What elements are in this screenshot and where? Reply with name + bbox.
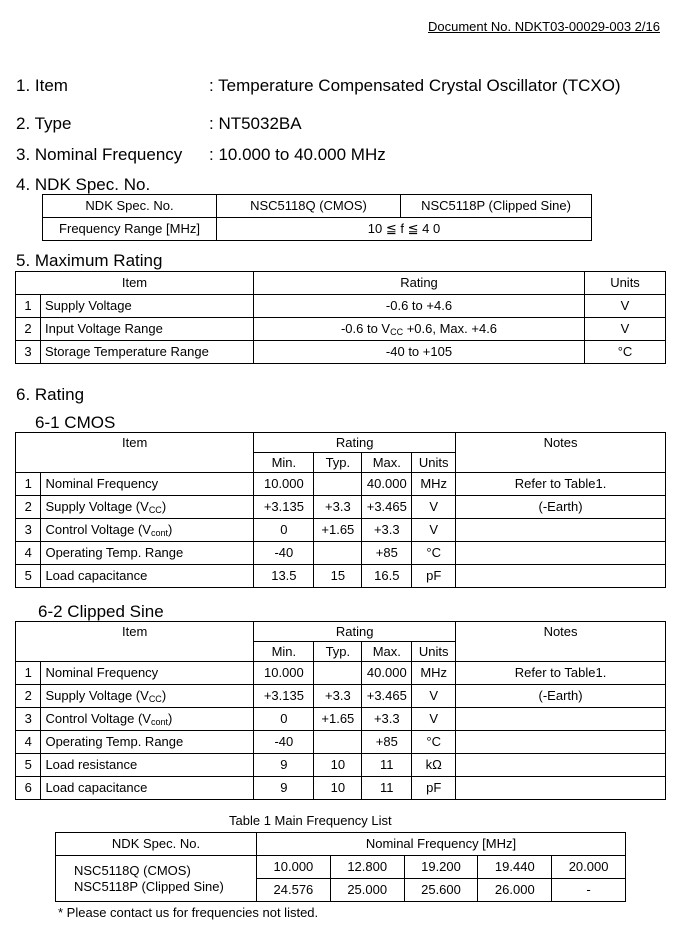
cmos-rating-table: [15, 432, 666, 588]
row-max: +3.3: [362, 708, 412, 731]
type-label: 2. Type: [16, 114, 72, 133]
row-item: Input Voltage Range: [41, 318, 254, 341]
row-notes: Refer to Table1.: [456, 473, 666, 496]
ndk-header-clipped: NSC5118P (Clipped Sine): [401, 195, 592, 218]
table-row: [16, 473, 666, 496]
table-row: [16, 341, 666, 364]
footnote: * Please contact us for frequencies not listed.: [58, 905, 319, 920]
row-min: +3.135: [254, 496, 314, 519]
row-max: +3.465: [362, 496, 412, 519]
row-item: Control Voltage $(V_{cont})$: [41, 708, 254, 731]
table-row: [16, 754, 666, 777]
row-rating: -0.6 to +4.6: [254, 295, 585, 318]
row-notes: (-Earth): [456, 496, 666, 519]
cmos-header-rating: Rating: [254, 433, 456, 453]
row-units: °C: [412, 731, 456, 754]
row-notes: (-Earth): [456, 685, 666, 708]
row-notes: [456, 708, 666, 731]
nominal-frequency-value: : 10.000 to 40.000 MHz: [209, 145, 386, 164]
row-notes: [456, 777, 666, 800]
table-row: [16, 777, 666, 800]
ndk-header-cmos: NSC5118Q (CMOS): [217, 195, 401, 218]
row-item: Nominal Frequency: [41, 473, 254, 496]
row-notes: Refer to Table1.: [456, 662, 666, 685]
table-row: [16, 295, 666, 318]
rating-label: 6. Rating: [16, 385, 85, 404]
row-typ: [314, 731, 362, 754]
row-max: +85: [362, 731, 412, 754]
clipped-header-item: Item: [16, 622, 254, 642]
row-number: 4: [16, 731, 41, 754]
freq-cell: 12.800: [330, 856, 404, 879]
nominal-frequency-label: 3. Nominal Frequency: [16, 145, 183, 164]
row-units: V: [412, 708, 456, 731]
maximum-rating-table: [15, 271, 666, 364]
cmos-label: 6-1 CMOS: [35, 413, 116, 432]
row-typ: +1.65: [314, 708, 362, 731]
table-row: [16, 519, 666, 542]
table-row: [16, 542, 666, 565]
header-max: Max.: [362, 453, 412, 473]
row-typ: +3.3: [314, 496, 362, 519]
row-units: MHz: [412, 662, 456, 685]
row-units: pF: [412, 565, 456, 588]
table-row: [16, 318, 666, 341]
row-typ: [314, 662, 362, 685]
row-typ: 10: [314, 777, 362, 800]
row-max: +85: [362, 542, 412, 565]
item-value: : Temperature Compensated Crystal Oscillator (TCXO): [209, 76, 621, 95]
row-item: Control Voltage $(V_{cont})$: [41, 519, 254, 542]
row-item: Storage Temperature Range: [41, 341, 254, 364]
freq-cell: 10.000: [257, 856, 331, 879]
row-max: 40.000: [362, 662, 412, 685]
row-number: 5: [16, 565, 41, 588]
row-notes: [456, 519, 666, 542]
cmos-header-item: Item: [16, 433, 254, 453]
row-min: 10.000: [254, 473, 314, 496]
clipped-sine-rating-table: [15, 621, 666, 800]
row-item: Load capacitance: [41, 565, 254, 588]
row-max: 16.5: [362, 565, 412, 588]
row-number: 2: [16, 685, 41, 708]
row-item: Supply Voltage: [41, 295, 254, 318]
row-number: 5: [16, 754, 41, 777]
row-notes: [456, 731, 666, 754]
row-units: V: [585, 318, 666, 341]
clipped-header-notes: Notes: [456, 622, 666, 642]
ndk-spec-table: [42, 194, 592, 241]
row-units: pF: [412, 777, 456, 800]
row-item: Operating Temp. Range: [41, 542, 254, 565]
row-item: Supply Voltage $(V_{CC})$: [41, 496, 254, 519]
freq-cell: 25.000: [330, 879, 404, 902]
row-units: °C: [585, 341, 666, 364]
header-units: Units: [412, 642, 456, 662]
row-number: 3: [16, 341, 41, 364]
clipped-sine-label: 6-2 Clipped Sine: [38, 602, 164, 621]
table-row: [16, 731, 666, 754]
row-number: 1: [16, 662, 41, 685]
table-row: [56, 856, 626, 879]
spec-clipped: NSC5118P (Clipped Sine): [74, 878, 224, 894]
row-rating: -0.6 to $V_{CC} +0.6$, Max. +4.6: [254, 318, 585, 341]
freq-cell: 20.000: [552, 856, 626, 879]
row-number: 3: [16, 708, 41, 731]
table-row: [16, 685, 666, 708]
row-min: 9: [254, 777, 314, 800]
ndk-freq-range-value: 10 ≦ f ≦ 4 0: [217, 218, 592, 241]
table1-header-frequency: Nominal Frequency [MHz]: [257, 833, 626, 856]
row-max: +3.465: [362, 685, 412, 708]
spec-cmos: NSC5118Q (CMOS): [74, 862, 191, 878]
row-number: 6: [16, 777, 41, 800]
freq-cell: 19.200: [404, 856, 478, 879]
freq-cell: 24.576: [257, 879, 331, 902]
row-number: 3: [16, 519, 41, 542]
max-header-item: Item: [16, 272, 254, 295]
row-units: °C: [412, 542, 456, 565]
row-item: Load capacitance: [41, 777, 254, 800]
row-number: 2: [16, 318, 41, 341]
row-notes: [456, 565, 666, 588]
max-header-rating: Rating: [254, 272, 585, 295]
table-row: [16, 565, 666, 588]
main-frequency-table: [55, 832, 626, 902]
row-number: 2: [16, 496, 41, 519]
row-units: V: [412, 685, 456, 708]
row-item: Nominal Frequency: [41, 662, 254, 685]
freq-cell: 19.440: [478, 856, 552, 879]
row-min: -40: [254, 542, 314, 565]
row-notes: [456, 542, 666, 565]
cmos-header-notes: Notes: [456, 433, 666, 453]
row-units: kΩ: [412, 754, 456, 777]
header-typ: Typ.: [314, 453, 362, 473]
row-min: 0: [254, 708, 314, 731]
table-row: [16, 708, 666, 731]
maximum-rating-label: 5. Maximum Rating: [16, 251, 163, 270]
row-max: 11: [362, 754, 412, 777]
ndk-freq-range-label: Frequency Range [MHz]: [43, 218, 217, 241]
table1-caption: Table 1 Main Frequency List: [229, 813, 392, 828]
table-row: [16, 662, 666, 685]
row-typ: +1.65: [314, 519, 362, 542]
freq-cell: -: [552, 879, 626, 902]
row-units: MHz: [412, 473, 456, 496]
row-max: 11: [362, 777, 412, 800]
row-typ: [314, 473, 362, 496]
header-units: Units: [412, 453, 456, 473]
row-typ: 10: [314, 754, 362, 777]
row-typ: +3.3: [314, 685, 362, 708]
row-units: V: [412, 496, 456, 519]
item-label: 1. Item: [16, 76, 68, 95]
row-typ: 15: [314, 565, 362, 588]
row-min: 0: [254, 519, 314, 542]
max-header-units: Units: [585, 272, 666, 295]
header-max: Max.: [362, 642, 412, 662]
clipped-header-rating: Rating: [254, 622, 456, 642]
row-item: Operating Temp. Range: [41, 731, 254, 754]
row-number: 4: [16, 542, 41, 565]
row-rating: -40 to +105: [254, 341, 585, 364]
row-min: 10.000: [254, 662, 314, 685]
row-item: Load resistance: [41, 754, 254, 777]
document-number: Document No. NDKT03-00029-003 2/16: [428, 19, 660, 34]
row-max: 40.000: [362, 473, 412, 496]
row-notes: [456, 754, 666, 777]
table1-header-spec: NDK Spec. No.: [56, 833, 257, 856]
freq-cell: 25.600: [404, 879, 478, 902]
table-row: [16, 496, 666, 519]
header-min: Min.: [254, 453, 314, 473]
row-item: Supply Voltage $(V_{CC})$: [41, 685, 254, 708]
row-number: 1: [16, 295, 41, 318]
row-min: -40: [254, 731, 314, 754]
ndk-header-spec: NDK Spec. No.: [43, 195, 217, 218]
row-units: V: [585, 295, 666, 318]
row-min: +3.135: [254, 685, 314, 708]
row-min: 13.5: [254, 565, 314, 588]
row-units: V: [412, 519, 456, 542]
table1-spec-cell: [56, 856, 257, 902]
row-min: 9: [254, 754, 314, 777]
row-number: 1: [16, 473, 41, 496]
type-value: : NT5032BA: [209, 114, 302, 133]
header-min: Min.: [254, 642, 314, 662]
ndk-spec-label: 4. NDK Spec. No.: [16, 175, 151, 194]
header-typ: Typ.: [314, 642, 362, 662]
freq-cell: 26.000: [478, 879, 552, 902]
row-typ: [314, 542, 362, 565]
row-max: +3.3: [362, 519, 412, 542]
